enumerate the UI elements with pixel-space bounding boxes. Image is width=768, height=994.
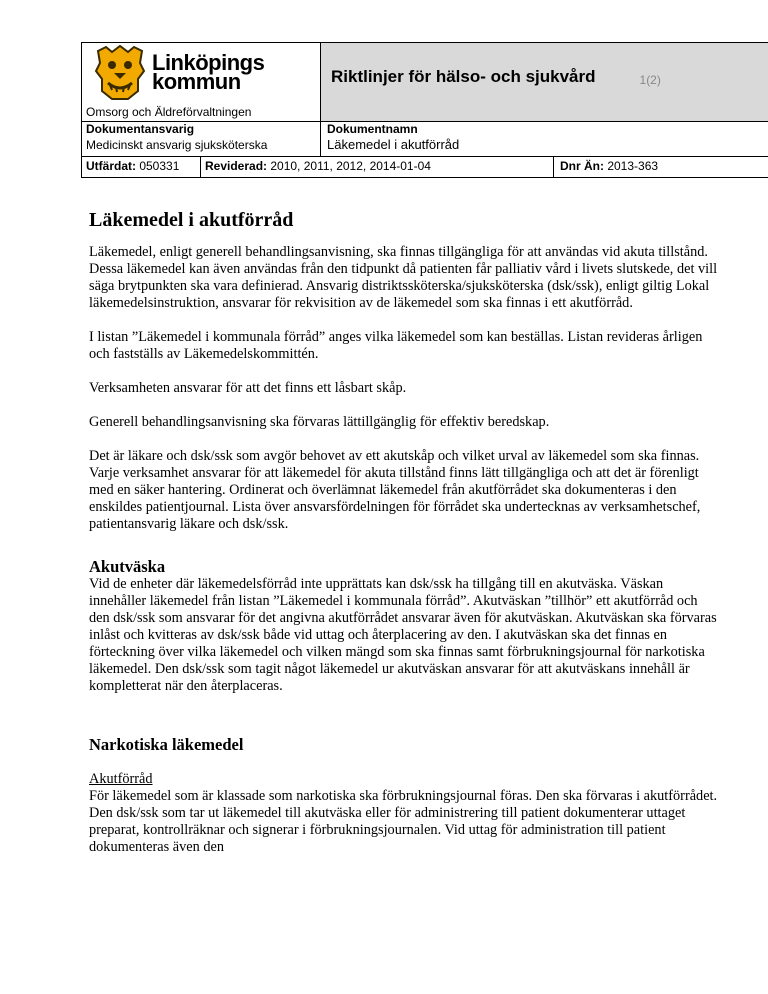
header-top-row (81, 42, 768, 122)
issued-label: Utfärdat: (86, 159, 136, 173)
docname-cell (320, 121, 768, 156)
logo-line-1: Linköpings (152, 50, 265, 75)
revised-cell (200, 157, 553, 177)
dnr-cell (553, 157, 768, 177)
revised-value: 2010, 2011, 2012, 2014-01-04 (267, 159, 431, 173)
paragraph-akutvaska: Vid de enheter där läkemedelsförråd inte upprättats kan dsk/ssk ha tillgång till en akutväska. Väskan innehåller läkemedel från listan ”Läkemedel i kommunala förråd”. Akutväskan ”tillhör” ett akutförråd och den dsk/ssk som ansvarar för det angivna akutförrådet ansvarar även för akutväskan. Akutväskan ska förvaras inlåst och kvitteras av dsk/ssk både vid uttag och återplacering av den. I akutväskan ska det finnas en förteckning över vilka läkemedel och vilken mängd som ska finnas samt förbrukningsjournal för narkotiska läkemedel. Den dsk/ssk som tagit något läkemedel ur akutväskan ansvarar för att akutväskans innehåll är kompletterat när den återplaceras. (89, 576, 717, 694)
document-type-title: Riktlinjer för hälso- och sjukvård (331, 67, 596, 86)
paragraph-responsibility: Det är läkare och dsk/ssk som avgör behovet av ett akutskåp och vilket urval av läkemedel som ska finnas. Varje verksamhet ansvarar för att läkemedel för akuta tillstånd finns lätt tillgängliga och att det är förenligt med en säker hantering. Ordinerat och överlämnat läkemedel från akutförrådet ska dokumenteras i den enskildes patientjournal. Lista över ansvarsfördelningen för förrådet ska undertecknas av verksamhetschef, patientansvarig läkare och dsk/ssk. (89, 448, 701, 532)
paragraph-instruction: Generell behandlingsanvisning ska förvaras lättillgänglig för effektiv beredskap. (89, 414, 550, 430)
dnr-value: 2013-363 (604, 159, 659, 173)
paragraph-narkotiska: För läkemedel som är klassade som narkotiska ska förbrukningsjournal föras. Den ska förvaras i akutförrådet. Den dsk/ssk som tar ut läkemedel till akutväska eller för administrering till patient dokumenterar uttaget preparat, kontrollräknar och signerar i förbrukningsjournalen. Vid uttag för administration till patient dokumenteras även den (89, 788, 718, 855)
responsible-cell (82, 121, 320, 156)
responsible-value: Medicinskt ansvarig sjuksköterska (86, 138, 268, 152)
dnr-label: Dnr Än: (560, 159, 604, 173)
responsible-label: Dokumentansvarig (86, 122, 195, 136)
header-logo-cell (82, 43, 320, 121)
header-row-2 (81, 121, 768, 157)
page-number: 1(2) (639, 73, 661, 87)
page-title: Läkemedel i akutförråd (89, 209, 294, 231)
header-row-3 (81, 157, 768, 178)
paragraph-intro: Läkemedel, enligt generell behandlingsanvisning, ska finnas tillgängliga för att användas vid akuta tillstånd. Dessa läkemedel kan även användas från den tidpunkt då patienten får palliativ vård i livets slutskede, det vill säga brytpunkten ska vara definierad. Ansvarig distriktssköterska/sjuksköterska (dsk/ssk), enligt giltig Lokal läkemedelsinstruktion, ansvarar för rekvisition av de läkemedel som ska finnas i ett akutförråd. (89, 244, 718, 311)
issued-value: 050331 (136, 159, 180, 173)
document-header (81, 42, 768, 178)
logo-wordmark (152, 50, 265, 94)
header-title-cell (320, 43, 768, 121)
docname-label: Dokumentnamn (327, 122, 418, 136)
heading-akutvaska: Akutväska (89, 557, 166, 576)
docname-value: Läkemedel i akutförråd (327, 137, 460, 152)
heading-narkotiska: Narkotiska läkemedel (89, 735, 244, 754)
subheading-akutforrad: Akutförråd (89, 771, 153, 787)
lion-crest-icon (92, 43, 148, 101)
paragraph-cabinet: Verksamheten ansvarar för att det finns ett låsbart skåp. (89, 380, 407, 396)
issued-cell (82, 157, 200, 177)
logo-line-2: kommun (152, 69, 241, 94)
document-body (89, 208, 719, 873)
organization-name: Omsorg och Äldreförvaltningen (86, 105, 252, 119)
revised-label: Reviderad: (205, 159, 268, 173)
municipality-logo (92, 43, 264, 101)
paragraph-list: I listan ”Läkemedel i kommunala förråd” anges vilka läkemedel som kan beställas. Listan revideras årligen och fastställs av Läkemedelskommittén. (89, 329, 703, 362)
